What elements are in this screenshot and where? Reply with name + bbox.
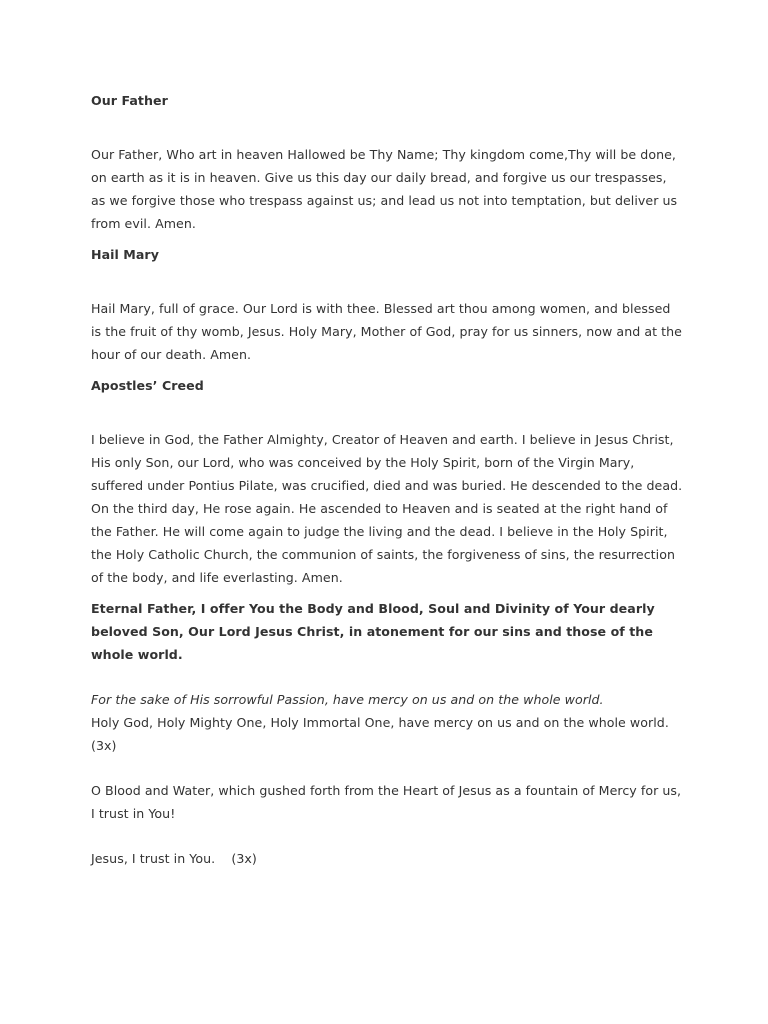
apostles-creed-heading: Apostles’ Creed (91, 378, 204, 393)
eternal-father-prayer: Eternal Father, I offer You the Body and Blood, Soul and Divinity of Your dearly beloved Son, Our Lord Jesus Christ, in atonement for our sins and those of the whole world. (91, 601, 655, 662)
blood-and-water-prayer: O Blood and Water, which gushed forth from the Heart of Jesus as a fountain of Mercy for us, I trust in You! (91, 783, 682, 821)
document-page (91, 89, 683, 870)
jesus-trust-prayer: Jesus, I trust in You. (3x) (91, 851, 257, 866)
holy-god-prayer: Holy God, Holy Mighty One, Holy Immortal One, have mercy on us and on the whole world. (3x) (91, 715, 669, 753)
sorrowful-passion-prayer: For the sake of His sorrowful Passion, have mercy on us and on the whole world. (91, 692, 604, 707)
hail-mary-text: Hail Mary, full of grace. Our Lord is with thee. Blessed art thou among women, and blessed is the fruit of thy womb, Jesus. Holy Mary, Mother of God, pray for us sinners, now and at the hour of our death. Amen. (91, 301, 682, 362)
hail-mary-heading: Hail Mary (91, 247, 159, 262)
our-father-heading: Our Father (91, 93, 168, 108)
our-father-text: Our Father, Who art in heaven Hallowed be Thy Name; Thy kingdom come,Thy will be done, on earth as it is in heaven. Give us this day our daily bread, and forgive us our trespasses, as we forgive those who trespass against us; and lead us not into temptation, but deliver us from evil. Amen. (91, 147, 678, 231)
apostles-creed-text: I believe in God, the Father Almighty, Creator of Heaven and earth. I believe in Jesus Christ, His only Son, our Lord, who was conceived by the Holy Spirit, born of the Virgin Mary, suffered under Pontius Pilate, was crucified, died and was buried. He descended to the dead. On the third day, He rose again. He ascended to Heaven and is seated at the right hand of the Father. He will come again to judge the living and the dead. I believe in the Holy Spirit, the Holy Catholic Church, the communion of saints, the forgiveness of sins, the resurrection of the body, and life everlasting. Amen. (91, 432, 683, 585)
